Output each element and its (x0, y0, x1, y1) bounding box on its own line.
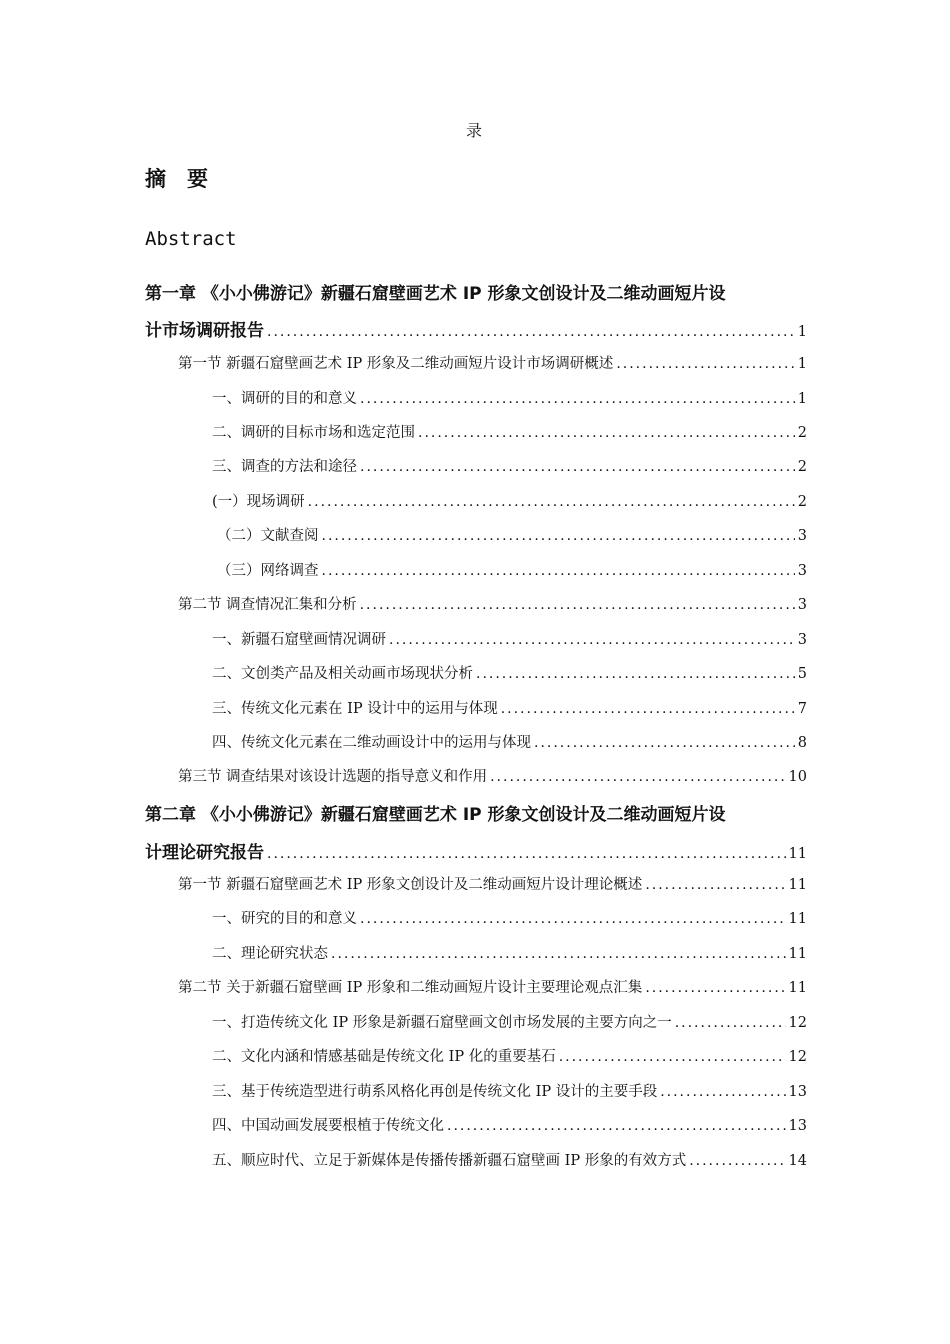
toc-subitem-1-1-3-3[interactable] (217, 559, 807, 580)
toc-page-number: 3 (797, 563, 807, 579)
toc-label: 一、研究的目的和意义 (212, 911, 357, 927)
toc-page-number: 1 (797, 391, 807, 407)
toc-item-1-2-2[interactable] (212, 662, 807, 683)
toc-label: 四、传统文化元素在二维动画设计中的运用与体现 (212, 735, 531, 751)
toc-label: 三、基于传统造型进行萌系风格化再创是传统文化 IP 设计的主要手段 (212, 1084, 658, 1100)
dot-leader (331, 946, 786, 962)
dot-leader (389, 632, 795, 648)
dot-leader (501, 701, 795, 717)
dot-leader (660, 1084, 785, 1100)
toc-label: 一、调研的目的和意义 (212, 391, 357, 407)
dot-leader (490, 769, 785, 785)
toc-page-number: 5 (797, 666, 807, 682)
toc-label: 第一节 新疆石窟壁画艺术 IP 形象文创设计及二维动画短片设计理论概述 (178, 877, 643, 893)
toc-label: 一、新疆石窟壁画情况调研 (212, 632, 386, 648)
toc-page-number: 7 (797, 701, 807, 717)
toc-label: 二、理论研究状态 (212, 946, 328, 962)
toc-page-number: 11 (788, 877, 807, 893)
toc-page-number: 13 (788, 1084, 807, 1100)
toc-label: 计市场调研报告 (145, 321, 264, 341)
toc-subitem-1-1-3-1[interactable] (212, 490, 807, 511)
toc-item-2-2-4[interactable] (212, 1114, 807, 1135)
toc-item-1-1-3[interactable] (212, 455, 807, 476)
dot-leader (447, 1118, 786, 1134)
summary-heading[interactable]: 摘 要 (145, 167, 208, 191)
toc-label: 四、中国动画发展要根植于传统文化 (212, 1118, 444, 1134)
toc-item-1-2-1[interactable] (212, 628, 807, 649)
toc-item-2-2-1[interactable] (212, 1011, 807, 1032)
toc-item-1-1-2[interactable] (212, 421, 807, 442)
toc-page-number: 3 (797, 597, 807, 613)
toc-page-number: 11 (788, 846, 807, 862)
toc-section-1-2[interactable] (178, 593, 807, 614)
toc-page-number: 11 (788, 980, 807, 996)
toc-label: 二、文化内涵和情感基础是传统文化 IP 化的重要基石 (212, 1049, 556, 1065)
dot-leader (675, 1015, 786, 1031)
toc-section-1-3[interactable] (178, 765, 807, 786)
toc-label: （二）文献查阅 (217, 528, 319, 544)
dot-leader (534, 735, 795, 751)
dot-leader (645, 980, 785, 996)
toc-section-2-2[interactable] (178, 976, 807, 997)
toc-label: （三）网络调查 (217, 563, 319, 579)
toc-label: 第二节 调查情况汇集和分析 (178, 597, 357, 613)
toc-page-number: 3 (797, 528, 807, 544)
toc-label: 三、传统文化元素在 IP 设计中的运用与体现 (212, 701, 498, 717)
toc-chapter-2-title[interactable]: 第二章 《小小佛游记》新疆石窟壁画艺术 IP 形象文创设计及二维动画短片设 (145, 805, 726, 825)
toc-page-number: 14 (788, 1153, 807, 1169)
dot-leader (360, 459, 795, 475)
toc-item-1-2-4[interactable] (212, 731, 807, 752)
dot-leader (267, 846, 786, 862)
page-title: 录 (465, 121, 484, 140)
dot-leader (308, 494, 795, 510)
dot-leader (322, 563, 795, 579)
dot-leader (616, 356, 794, 372)
toc-page-number: 1 (797, 324, 807, 340)
toc-label: 二、文创类产品及相关动画市场现状分析 (212, 666, 473, 682)
toc-label: 计理论研究报告 (145, 843, 264, 863)
toc-label: 二、调研的目标市场和选定范围 (212, 425, 415, 441)
toc-label: 第三节 调查结果对该设计选题的指导意义和作用 (178, 769, 488, 785)
dot-leader (322, 528, 795, 544)
dot-leader (476, 666, 795, 682)
toc-label: 第二节 关于新疆石窟壁画 IP 形象和二维动画短片设计主要理论观点汇集 (178, 980, 643, 996)
toc-page-number: 8 (797, 735, 807, 751)
toc-item-2-1-1[interactable] (212, 907, 807, 928)
toc-section-2-1[interactable] (178, 873, 807, 894)
toc-label: (一）现场调研 (212, 494, 305, 510)
toc-page-number: 1 (797, 356, 807, 372)
toc-item-2-2-5[interactable] (212, 1149, 807, 1170)
toc-label: 一、打造传统文化 IP 形象是新疆石窟壁画文创市场发展的主要方向之一 (212, 1015, 672, 1031)
dot-leader (267, 324, 795, 340)
toc-page-number: 3 (797, 632, 807, 648)
toc-label: 五、顺应时代、立足于新媒体是传播传播新疆石窟壁画 IP 形象的有效方式 (212, 1153, 687, 1169)
dot-leader (559, 1049, 786, 1065)
abstract-heading[interactable]: Abstract (145, 228, 237, 250)
toc-item-1-1-1[interactable] (212, 387, 807, 408)
dot-leader (418, 425, 795, 441)
toc-page-number: 2 (797, 425, 807, 441)
toc-label: 三、调查的方法和途径 (212, 459, 357, 475)
dot-leader (360, 911, 786, 927)
toc-section-1-1[interactable] (178, 352, 807, 373)
dot-leader (360, 391, 795, 407)
dot-leader (360, 597, 795, 613)
toc-item-2-2-2[interactable] (212, 1045, 807, 1066)
dot-leader (689, 1153, 785, 1169)
toc-page-number: 13 (788, 1118, 807, 1134)
toc-page-number: 11 (788, 911, 807, 927)
toc-page-number: 2 (797, 494, 807, 510)
toc-chapter-1-title[interactable]: 第一章 《小小佛游记》新疆石窟壁画艺术 IP 形象文创设计及二维动画短片设 (145, 284, 726, 304)
toc-item-1-2-3[interactable] (212, 697, 807, 718)
toc-label: 第一节 新疆石窟壁画艺术 IP 形象及二维动画短片设计市场调研概述 (178, 356, 614, 372)
toc-page-number: 2 (797, 459, 807, 475)
toc-subitem-1-1-3-2[interactable] (217, 524, 807, 545)
toc-page-number: 12 (788, 1049, 807, 1065)
toc-page-number: 11 (788, 946, 807, 962)
dot-leader (645, 877, 785, 893)
toc-page-number: 12 (788, 1015, 807, 1031)
toc-chapter-2[interactable] (145, 838, 807, 863)
toc-item-2-2-3[interactable] (212, 1080, 807, 1101)
toc-item-2-1-2[interactable] (212, 942, 807, 963)
toc-chapter-1[interactable] (145, 316, 807, 341)
toc-page-number: 10 (788, 769, 807, 785)
